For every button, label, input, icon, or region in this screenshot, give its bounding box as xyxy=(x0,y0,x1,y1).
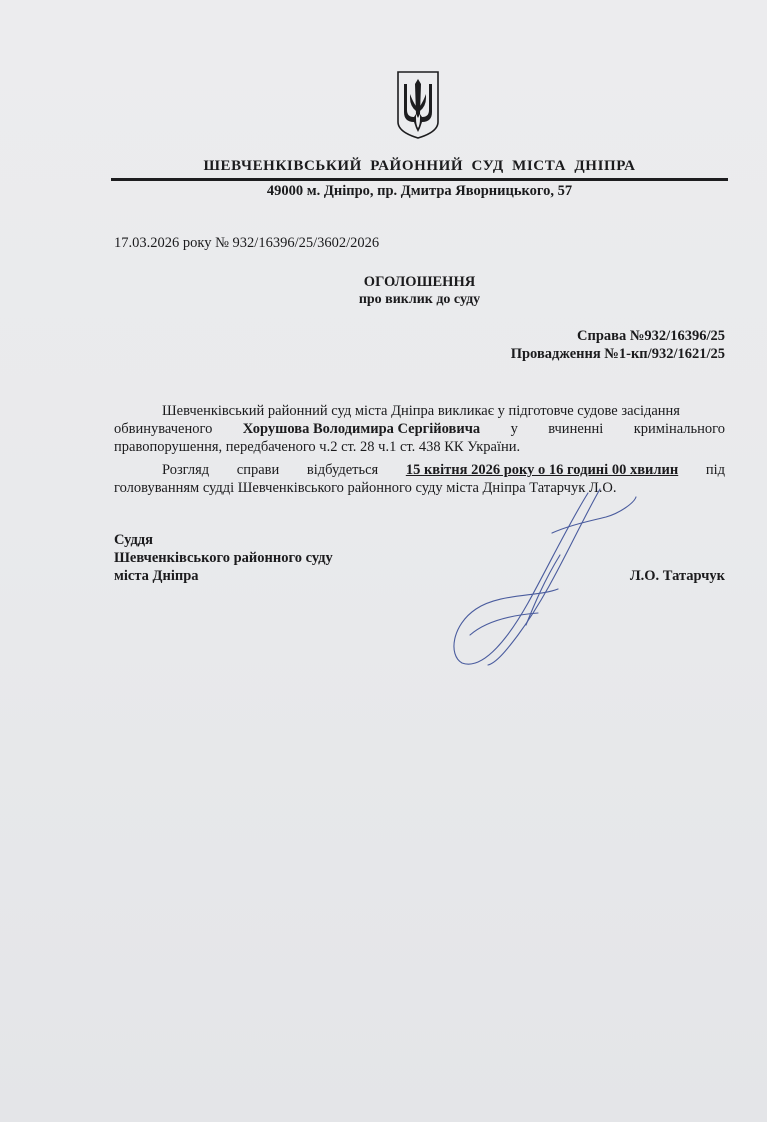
paragraph-1-line-1 xyxy=(114,402,725,420)
word-u: у xyxy=(510,421,518,437)
signatory-court-line-1: Шевченківського районного суду xyxy=(114,550,333,566)
paragraph-1-line-2 xyxy=(114,420,725,438)
proceeding-number: Провадження №1-кп/932/1621/25 xyxy=(510,346,725,362)
signatory-name: Л.О. Татарчук xyxy=(629,568,725,584)
paragraph-1-line-1-text: Шевченківський районний суд міста Дніпра викликає у підготовче судове засідання xyxy=(162,403,680,419)
outgoing-reference: 17.03.2026 року № 932/16396/25/3602/2026 xyxy=(114,235,380,251)
paragraph-2-line-1 xyxy=(114,461,725,479)
charge-text: правопорушення, передбаченого ч.2 ст. 28 ч.1 ст. 438 КК України. xyxy=(114,439,521,455)
word-rozghliad: Розгляд xyxy=(162,462,210,478)
paragraph-1-line-3 xyxy=(114,438,725,456)
court-address: 49000 м. Дніпро, пр. Дмитра Яворницького, 57 xyxy=(266,183,573,199)
handwritten-signature xyxy=(440,485,670,675)
letterhead-divider xyxy=(111,178,728,181)
hearing-datetime: 15 квітня 2026 року о 16 годині 00 хвилин xyxy=(405,462,679,478)
signatory-role: Суддя xyxy=(114,532,153,548)
trident-emblem-icon xyxy=(394,70,442,140)
presiding-judge-text: головуванням судді Шевченківського районного суду міста Дніпра Татарчук Л.О. xyxy=(114,480,617,496)
accused-name: Хорушова Володимира Сергійовича xyxy=(242,421,481,437)
document-subtitle: про виклик до суду xyxy=(358,292,481,307)
word-pid: під xyxy=(705,462,725,478)
word-vidbudetsia: відбудеться xyxy=(306,462,379,478)
court-name-heading: ШЕВЧЕНКІВСЬКИЙ РАЙОННИЙ СУД МІСТА ДНІПРА xyxy=(203,158,636,174)
accused-label: обвинуваченого xyxy=(114,421,213,437)
word-spravy: справи xyxy=(236,462,280,478)
signatory-court-line-2: міста Дніпра xyxy=(114,568,199,584)
case-number: Справа №932/16396/25 xyxy=(577,328,725,344)
document-title: ОГОЛОШЕННЯ xyxy=(363,274,476,290)
word-vchynenni: вчиненні xyxy=(548,421,604,437)
word-kryminalnoho: кримінального xyxy=(633,421,725,437)
